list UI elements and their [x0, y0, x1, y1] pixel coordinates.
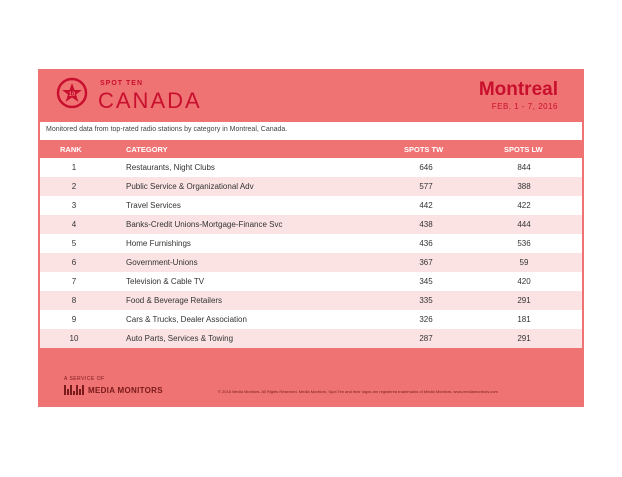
table-row	[40, 272, 582, 291]
spots-tw-cell: 436	[419, 239, 433, 248]
copyright-text: © 2016 Media Monitors. All Rights Reserved. Media Monitors, Spot Ten and their logos are registered trademarks of Media Monitors. www.mediamonitors.com	[218, 389, 498, 394]
rank-cell: 8	[71, 296, 77, 305]
header-rank: RANK	[60, 145, 82, 154]
rank-cell: 2	[71, 182, 77, 191]
spots-tw-cell: 287	[419, 334, 433, 343]
category-cell: Cars & Trucks, Dealer Association	[126, 315, 247, 324]
spots-tw-cell: 646	[419, 163, 433, 172]
spots-lw-cell: 536	[517, 239, 531, 248]
spots-tw-cell: 326	[419, 315, 433, 324]
category-cell: Public Service & Organizational Adv	[126, 182, 254, 191]
category-cell: Government-Unions	[126, 258, 198, 267]
table-body	[40, 158, 582, 348]
category-cell: Food & Beverage Retailers	[126, 296, 223, 305]
rank-cell: 9	[71, 315, 77, 324]
company-name: MEDIA MONITORS	[88, 385, 163, 395]
table-row	[40, 310, 582, 329]
table-row	[40, 291, 582, 310]
category-cell: Auto Parts, Services & Towing	[126, 334, 234, 343]
spots-tw-cell: 438	[419, 220, 433, 229]
table-row	[40, 234, 582, 253]
header-category: CATEGORY	[126, 145, 168, 154]
header-spots-tw: SPOTS TW	[404, 145, 444, 154]
rank-cell: 1	[71, 163, 77, 172]
category-cell: Home Furnishings	[126, 239, 191, 248]
category-cell: Banks-Credit Unions-Mortgage-Finance Svc	[126, 220, 283, 229]
spots-lw-cell: 422	[517, 201, 531, 210]
header-spots-lw: SPOTS LW	[504, 145, 543, 154]
spots-tw-cell: 442	[419, 201, 433, 210]
spots-tw-cell: 367	[419, 258, 433, 267]
date-range: FEB. 1 - 7, 2016	[491, 102, 558, 111]
description-text: Monitored data from top-rated radio stations by category in Montreal, Canada.	[46, 126, 288, 133]
spot-ten-badge-icon	[56, 77, 88, 109]
city-title: Montreal	[478, 79, 558, 100]
spots-lw-cell: 388	[517, 182, 531, 191]
table-row	[40, 215, 582, 234]
rank-cell: 5	[71, 239, 77, 248]
badge-number: 10	[68, 92, 76, 98]
table-row	[40, 329, 582, 348]
category-cell: Restaurants, Night Clubs	[126, 163, 215, 172]
table-header	[38, 140, 584, 158]
table-row	[40, 177, 582, 196]
service-of-label: A SERVICE OF	[64, 376, 105, 382]
media-monitors-bars-icon	[64, 385, 85, 395]
spots-lw-cell: 291	[517, 296, 531, 305]
rank-cell: 10	[69, 334, 79, 343]
table-row	[40, 196, 582, 215]
spot-ten-label: SPOT TEN	[100, 80, 144, 87]
report-header	[38, 69, 584, 122]
media-monitors-logo	[64, 384, 163, 396]
description-band	[40, 122, 582, 140]
table-row	[40, 158, 582, 177]
rank-cell: 3	[71, 201, 77, 210]
spots-tw-cell: 335	[419, 296, 433, 305]
report-card	[38, 69, 584, 407]
spots-lw-cell: 181	[517, 315, 531, 324]
spots-tw-cell: 577	[419, 182, 433, 191]
country-title: CANADA	[98, 88, 202, 113]
rank-cell: 4	[71, 220, 77, 229]
rank-cell: 7	[71, 277, 77, 286]
category-cell: Television & Cable TV	[126, 277, 205, 286]
category-cell: Travel Services	[126, 201, 181, 210]
spots-lw-cell: 444	[517, 220, 531, 229]
rank-cell: 6	[71, 258, 77, 267]
spots-lw-cell: 844	[517, 163, 531, 172]
table-row	[40, 253, 582, 272]
spots-tw-cell: 345	[419, 277, 433, 286]
spots-lw-cell: 420	[517, 277, 531, 286]
spots-lw-cell: 59	[519, 258, 529, 267]
spots-lw-cell: 291	[517, 334, 531, 343]
